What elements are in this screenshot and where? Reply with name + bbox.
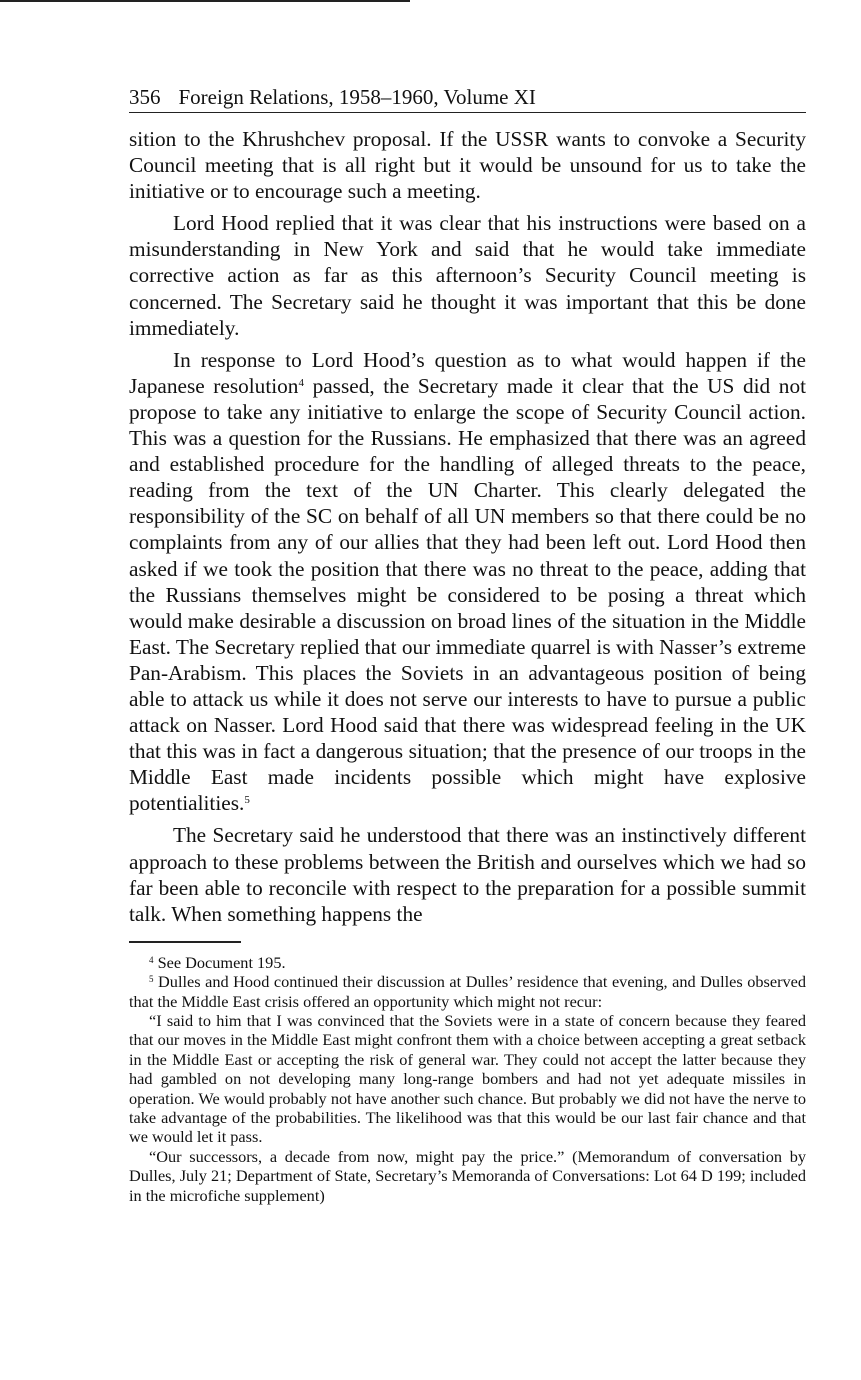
volume-title: Foreign Relations, 1958–1960, Volume XI xyxy=(178,85,536,109)
running-head xyxy=(129,84,806,113)
document-page xyxy=(129,84,806,1205)
footnote-rule xyxy=(129,941,241,943)
footnote-5-quote: “I said to him that I was convinced that the Soviets were in a state of concern because they feared that our moves in the Middle East might confront them with a choice between accepting a great setback in the Middle East or accepting the risk of general war. They could not accept the latter because they had gambled on not developing many long-range bombers and had not yet adequate missiles in operation. We would probably not have another such chance. But probably we did not have the nerve to take advantage of the probabilities. The likelihood was that this would be our last fair chance and that we would let it pass. xyxy=(129,1011,806,1147)
body-text xyxy=(129,126,806,927)
footnote-ref-4[interactable]: 4 xyxy=(298,376,304,389)
footnote-marker: 4 xyxy=(149,954,154,965)
footnote-5-citation: “Our successors, a decade from now, might pay the price.” (Memorandum of conversation by Dulles, July 21; Department of State, Secretary’s Memoranda of Conversations: Lot 64 D 199; included in the microfiche supplement) xyxy=(129,1146,806,1205)
scan-edge-rule xyxy=(0,0,410,2)
page-number: 356 xyxy=(129,85,161,109)
footnote-marker: 5 xyxy=(149,974,154,985)
paragraph-japanese-resolution xyxy=(129,347,806,817)
paragraph-text-part: passed, the Secretary made it clear that the US did not propose to take any initiative to enlarge the scope of Security Council action. This was a question for the Russians. He emphasized that there was an agreed and established procedure for the handling of alleged threats to the peace, reading from the text of the UN Charter. This clearly delegated the responsibility of the SC on behalf of all UN members so that there could be no complaints from any of our allies that they had been left out. Lord Hood then asked if we took the position that there was no threat to the peace, adding that the Russians themselves might be considered to be posing a threat which would make desirable a discussion on broad lines of the situation in the Middle East. The Secretary replied that our immediate quarrel is with Nasser’s extreme Pan-Arabism. This places the Soviets in an advantageous position of being able to attack us while it does not serve our interests to have to pursue a public attack on Nasser. Lord Hood said that there was widespread feeling in the UK that this was in fact a dangerous situation; that the presence of our troops in the Middle East made incidents possible which might have explosive potentialities. xyxy=(129,373,807,816)
footnote-4 xyxy=(129,953,806,972)
footnote-text: See Document 195. xyxy=(153,952,286,972)
paragraph-instinctive-approach: The Secretary said he understood that there was an instinctively different approach to these problems between the British and ourselves which we had so far been able to reconcile with respect to the preparation for a possible summit talk. When something happens the xyxy=(129,823,806,926)
footnote-5 xyxy=(129,972,806,1011)
paragraph-lord-hood-reply: Lord Hood replied that it was clear that his instructions were based on a misunderstanding in New York and said that he would take immediate corrective action as far as this afternoon’s Security Council meeting is concerned. The Secretary said he thought it was important that this be done immediately. xyxy=(129,211,806,340)
footnotes xyxy=(129,953,806,1205)
footnote-ref-5[interactable]: 5 xyxy=(244,794,250,807)
footnote-text: Dulles and Hood continued their discussion at Dulles’ residence that evening, and Dulles observed that the Middle East crisis offered an opportunity which might not recur: xyxy=(129,972,806,1011)
paragraph-text-part: In response to Lord Hood’s question as to what would happen if the Japanese resolution xyxy=(129,347,806,398)
paragraph-continuation: sition to the Khrushchev proposal. If the USSR wants to convoke a Security Council meeting that is all right but it would be unsound for us to take the initiative or to encourage such a meeting. xyxy=(129,127,806,204)
